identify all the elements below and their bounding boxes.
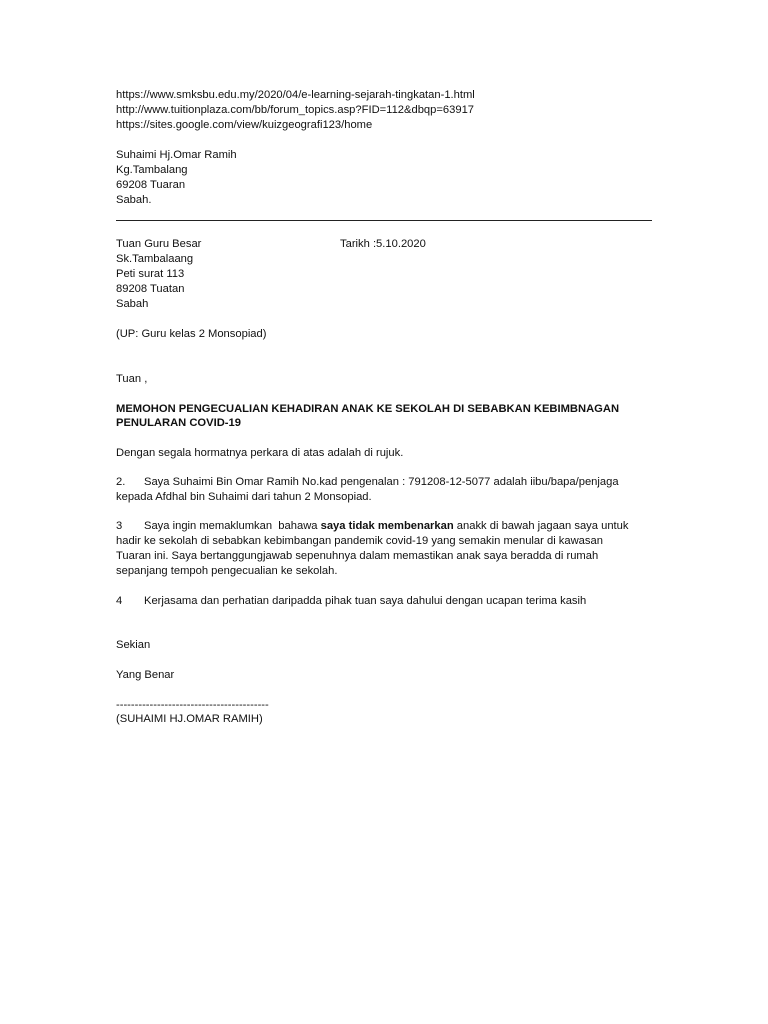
sender-address-line-3: Sabah.	[116, 194, 152, 206]
paragraph-2-number: 2.	[116, 476, 126, 488]
paragraph-3-number: 3	[116, 520, 123, 532]
closing: Sekian	[116, 639, 151, 651]
reference-link-2: http://www.tuitionplaza.com/bb/forum_topics.asp?FID=112&dbqp=63917	[116, 104, 475, 116]
subject-line-2: PENULARAN COVID-19	[116, 417, 241, 429]
recipient-address-line-4: Sabah	[116, 298, 149, 310]
recipient-address-line-2: Peti surat 113	[116, 268, 185, 280]
paragraph-3-emphasis: saya tidak membenarkan	[320, 520, 454, 532]
paragraph-2-text: Saya Suhaimi Bin Omar Ramih No.kad pengenalan : 791208-12-5077 adalah iibu/bapa/penjaga	[144, 476, 619, 488]
paragraph-4-text: Kerjasama dan perhatian daripadda pihak tuan saya dahului dengan ucapan terima kasih	[144, 595, 587, 607]
letter-date: Tarikh :5.10.2020	[340, 238, 426, 250]
paragraph-3-line-4: sepanjang tempoh pengecualian ke sekolah.	[116, 565, 338, 577]
recipient-address-line-1: Sk.Tambalaang	[116, 253, 194, 265]
paragraph-2-line-2: kepada Afdhal bin Suhaimi dari tahun 2 Monsopiad.	[116, 491, 372, 503]
subject-line-1: MEMOHON PENGECUALIAN KEHADIRAN ANAK KE SEKOLAH DI SEBABKAN KEBIMBNAGAN	[116, 403, 620, 415]
signature-name: (SUHAIMI HJ.OMAR RAMIH)	[116, 713, 263, 725]
paragraph-3-text-pre: Saya ingin memaklumkan bahawa	[144, 520, 321, 532]
reference-link-1: https://www.smksbu.edu.my/2020/04/e-learning-sejarah-tingkatan-1.html	[116, 89, 475, 101]
paragraph-3-line-1	[116, 519, 628, 534]
paragraph-3-line-2: hadir ke sekolah di sebabkan kebimbangan pandemik covid-19 yang semakin menular di kawasan	[116, 535, 603, 547]
recipient-address-line-3: 89208 Tuatan	[116, 283, 185, 295]
paragraph-3-text-post: anakk di bawah jagaan saya untuk	[453, 520, 629, 532]
paragraph-4	[116, 594, 586, 609]
paragraph-2-line-1	[116, 475, 619, 490]
reference-link-3: https://sites.google.com/view/kuizgeografi123/home	[116, 119, 373, 131]
recipient-title: Tuan Guru Besar	[116, 238, 202, 250]
paragraph-3-line-3: Tuaran ini. Saya bertanggungjawab sepenuhnya dalam memastikan anak saya beradda di rumah	[116, 550, 599, 562]
salutation: Tuan ,	[116, 373, 148, 385]
paragraph-4-number: 4	[116, 595, 123, 607]
sender-address-line-2: 69208 Tuaran	[116, 179, 186, 191]
signature-line: -----------------------------------------	[116, 699, 269, 711]
sender-name: Suhaimi Hj.Omar Ramih	[116, 149, 237, 161]
regards: Yang Benar	[116, 669, 175, 681]
header-divider	[116, 220, 652, 221]
opening-paragraph: Dengan segala hormatnya perkara di atas adalah di rujuk.	[116, 447, 404, 459]
attention-line: (UP: Guru kelas 2 Monsopiad)	[116, 328, 267, 340]
sender-address-line-1: Kg.Tambalang	[116, 164, 188, 176]
